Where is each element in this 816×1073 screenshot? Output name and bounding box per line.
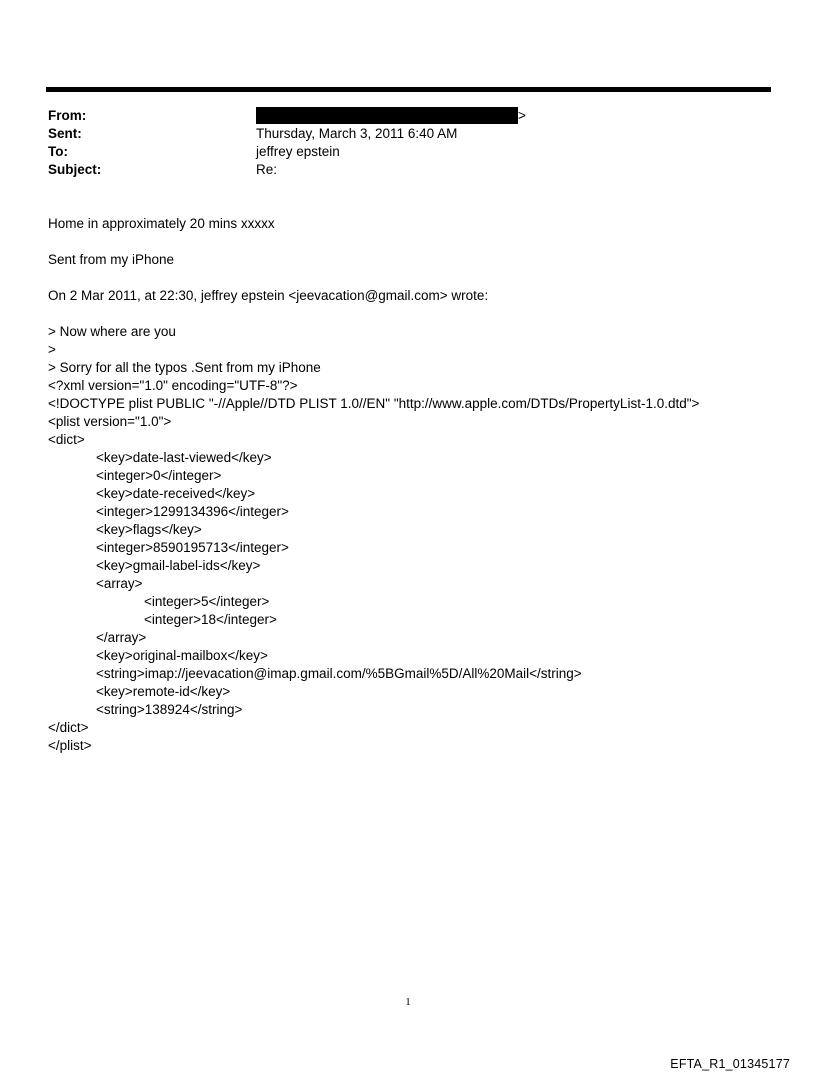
xml-line: <?xml version="1.0" encoding="UTF-8"?> — [48, 378, 298, 393]
xml-line: <dict> — [48, 432, 85, 447]
xml-line: <key>date-last-viewed</key> — [96, 450, 272, 465]
xml-line: <integer>1299134396</integer> — [96, 504, 289, 519]
xml-line: <key>original-mailbox</key> — [96, 648, 268, 663]
xml-line: </dict> — [48, 720, 89, 735]
from-label: From: — [48, 108, 87, 123]
xml-line: <integer>5</integer> — [144, 594, 270, 609]
from-value-suffix: > — [518, 108, 526, 123]
xml-line: <string>138924</string> — [96, 702, 243, 717]
xml-line: </plist> — [48, 738, 92, 753]
sent-label: Sent: — [48, 126, 82, 141]
sent-row — [48, 125, 748, 143]
to-label: To: — [48, 144, 68, 159]
quoted-line: > — [48, 342, 56, 357]
quote-attribution: On 2 Mar 2011, at 22:30, jeffrey epstein <jeevacation@gmail.com> wrote: — [48, 288, 489, 303]
body-line: Home in approximately 20 mins xxxxx — [48, 216, 275, 231]
sent-value: Thursday, March 3, 2011 6:40 AM — [256, 126, 458, 141]
xml-line: <key>flags</key> — [96, 522, 202, 537]
from-value — [256, 107, 526, 125]
quoted-line: > Now where are you — [48, 324, 176, 339]
xml-line: <integer>18</integer> — [144, 612, 277, 627]
quoted-line: > Sorry for all the typos .Sent from my iPhone — [48, 360, 321, 375]
xml-line: <key>gmail-label-ids</key> — [96, 558, 261, 573]
email-body — [48, 215, 788, 755]
email-header — [48, 107, 748, 179]
xml-line: <key>remote-id</key> — [96, 684, 231, 699]
subject-label: Subject: — [48, 162, 102, 177]
to-value: jeffrey epstein — [256, 144, 340, 159]
xml-line: <integer>8590195713</integer> — [96, 540, 289, 555]
xml-line: </array> — [96, 630, 147, 645]
xml-line: <key>date-received</key> — [96, 486, 256, 501]
xml-line: <integer>0</integer> — [96, 468, 222, 483]
bates-number: EFTA_R1_01345177 — [670, 1057, 790, 1071]
subject-value: Re: — [256, 162, 278, 177]
subject-row — [48, 161, 748, 179]
signature-line: Sent from my iPhone — [48, 252, 175, 267]
from-row — [48, 107, 748, 125]
to-row — [48, 143, 748, 161]
redaction-block — [256, 107, 518, 124]
xml-line: <array> — [96, 576, 143, 591]
xml-line: <plist version="1.0"> — [48, 414, 172, 429]
header-divider — [46, 87, 771, 92]
page-number: 1 — [405, 996, 411, 1008]
xml-line: <string>imap://jeevacation@imap.gmail.com/%5BGmail%5D/All%20Mail</string> — [96, 666, 582, 681]
xml-line: <!DOCTYPE plist PUBLIC "-//Apple//DTD PLIST 1.0//EN" "http://www.apple.com/DTDs/PropertyList-1.0.dtd"> — [48, 396, 700, 411]
